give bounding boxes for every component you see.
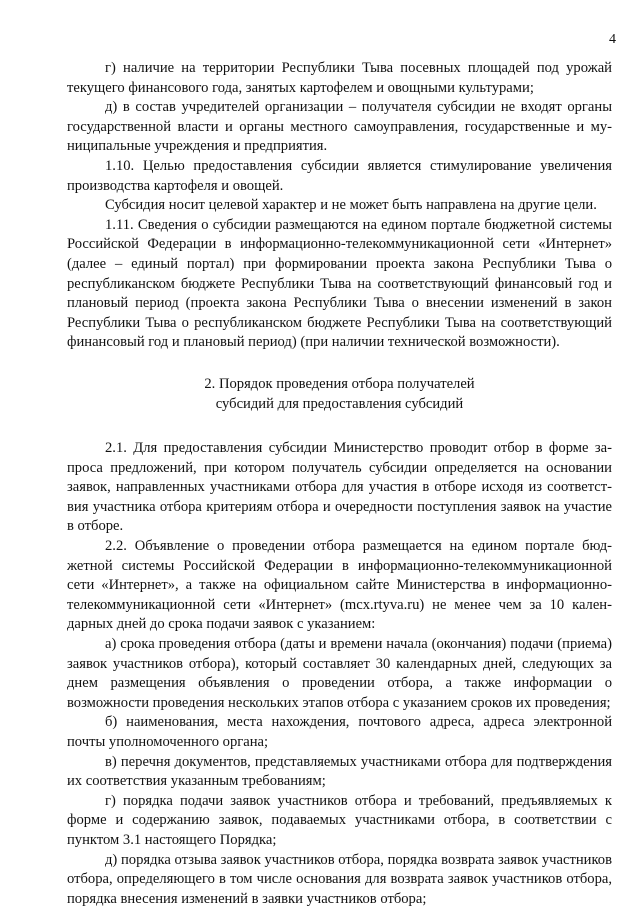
paragraph-2-1: 2.1. Для предоставления субсидии Министерство проводит отбор в форме запроса предложений, при котором получатель субсидии определяется на основании заявок, направленных участниками отбора для участия в отборе исходя из соответствия участника отбора критериям отбора и очередности поступления заявок на участие в отборе.	[67, 440, 612, 535]
section-title	[67, 375, 612, 414]
document-body	[67, 59, 612, 909]
paragraph-item-g: г) наличие на территории Республики Тыва посевных площадей под урожай текущего финансового года, занятых картофелем и овощными культурами;	[67, 60, 612, 96]
paragraph-item-g-2: г) порядка подачи заявок участников отбора и требований, предъявляемых к форме и содержанию заявок, подаваемых участниками отбора, в соответствии с пунктом 3.1 настоящего Порядка;	[67, 792, 612, 848]
paragraph-2-2: 2.2. Объявление о проведении отбора размещается на едином портале бюджетной системы Российской Федерации в информационно-телекоммуникационной сети «Интернет», а также на официальном сайте Министерства в информационно-телекоммуникационной сети «Интернет» (mcx.rtyva.ru) не менее чем за 10 календарных дней до срока подачи заявок с указанием:	[67, 538, 612, 633]
paragraph-item-b: б) наименования, места нахождения, почтового адреса, адреса электронной почты уполномоченного органа;	[67, 714, 612, 750]
page-number: 4	[609, 32, 616, 47]
paragraph-subsidy-purpose: Субсидия носит целевой характер и не может быть направлена на другие цели.	[105, 197, 597, 214]
paragraph-item-d: д) в состав учредителей организации – получателя субсидии не входят органы государственной власти и органы местного самоуправления, государственные и муниципальные учреждения и предприятия.	[67, 99, 612, 155]
paragraph-item-d-2: д) порядка отзыва заявок участников отбора, порядка возврата заявок участников отбора, определяющего в том числе основания для возврата заявок участников отбора, порядка внесения изменений в заявки участников отбора;	[67, 851, 612, 907]
section-title-line-2: субсидий для предоставления субсидий	[215, 395, 464, 412]
paragraph-item-a: а) срока проведения отбора (даты и времени начала (окончания) подачи (приема) заявок участников отбора), который составляет 30 календарных дней, следующих за днем размещения объявления о проведении отбора, а также информации о возможности проведения нескольких этапов отбора с указанием сроков их проведения;	[67, 636, 612, 711]
section-title-line-1: 2. Порядок проведения отбора получателей	[204, 375, 475, 392]
paragraph-1-11: 1.11. Сведения о субсидии размещаются на едином портале бюджетной системы Российской Федерации в информационно-телекоммуникационной сети «Интернет» (далее – единый портал) при формировании проекта закона Республики Тыва о республиканском бюджете Республики Тыва на соответствующий финансовый год и плановый период (проекта закона Республики Тыва о внесении изменений в закон Республики Тыва о республиканском бюджете Республики Тыва на соответствующий финансовый год и плановый период) (при наличии технической возможности).	[67, 216, 612, 351]
paragraph-1-10: 1.10. Целью предоставления субсидии является стимулирование увеличения производства картофеля и овощей.	[67, 157, 612, 194]
paragraph-item-v: в) перечня документов, представляемых участниками отбора для подтверждения их соответствия указанным требованиям;	[67, 753, 612, 790]
